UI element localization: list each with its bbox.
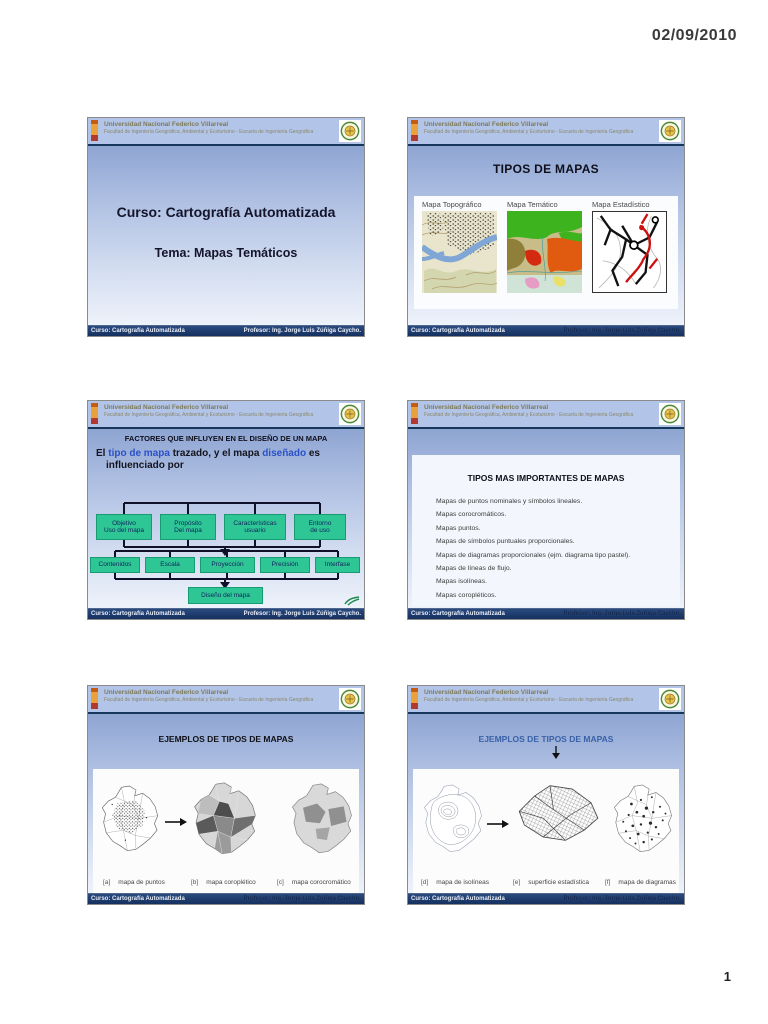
slide-title-card <box>87 117 365 337</box>
university-name: Universidad Nacional Federico Villarreal <box>424 121 549 128</box>
university-name: Universidad Nacional Federico Villarreal <box>424 404 549 411</box>
footer-course: Curso: Cartografía Automatizada <box>411 611 505 617</box>
statistical-map-figure <box>592 200 667 293</box>
statistical-map-image <box>592 211 667 293</box>
university-seal-icon <box>339 403 361 425</box>
flow-box-entorno: Entorno de uso <box>294 514 346 540</box>
arrow-right-icon <box>165 817 187 827</box>
page-number: 1 <box>723 969 731 984</box>
faculty-line: Facultad de Ingeniería Geográfica, Ambiental y Ecoturismo - Escuela de Ingeniería Geográfica <box>104 697 314 703</box>
faculty-line: Facultad de Ingeniería Geográfica, Ambiental y Ecoturismo - Escuela de Ingeniería Geográfica <box>104 129 314 135</box>
list-item: Mapas de diagramas proporcionales (ejm. diagrama tipo pastel). <box>436 551 631 559</box>
figure-label: Mapa Temático <box>507 200 558 209</box>
topographic-map-figure <box>422 200 497 293</box>
flow-box-contenidos: Contenidos <box>90 557 140 573</box>
maps-panel <box>413 769 679 893</box>
flow-box-interfase: Interfase <box>315 557 360 573</box>
footer-professor: Profesor: Ing. Jorge Luis Zúñiga Caycho. <box>243 328 361 334</box>
slide-footer <box>88 608 364 619</box>
slide-title: EJEMPLOS DE TIPOS DE MAPAS <box>478 734 614 744</box>
footer-professor: Profesor: Ing. Jorge Luis Zúñiga Caycho. <box>563 328 681 334</box>
faculty-line: Facultad de Ingeniería Geográfica, Ambiental y Ecoturismo - Escuela de Ingeniería Geográfica <box>424 129 634 135</box>
slide-header <box>88 118 364 146</box>
footer-professor: Profesor: Ing. Jorge Luis Zúñiga Caycho. <box>243 896 361 902</box>
list-item: Mapas coropléticos. <box>436 591 497 599</box>
figure-caption: [f] mapa de diagramas <box>605 879 676 886</box>
university-badge-icon <box>91 120 98 141</box>
images-panel <box>414 196 678 309</box>
flow-box-caracteristicas: Características usuario <box>224 514 286 540</box>
flow-box-proposito: Propósito Del mapa <box>160 514 216 540</box>
university-seal-icon <box>339 120 361 142</box>
university-badge-icon <box>91 688 98 709</box>
list-item: Mapas corocromáticos. <box>436 511 507 519</box>
university-name: Universidad Nacional Federico Villarreal <box>104 689 229 696</box>
footer-professor: Profesor: Ing. Jorge Luis Zúñiga Caycho. <box>243 611 361 617</box>
slide-footer <box>88 325 364 336</box>
flowchart <box>88 429 364 608</box>
footer-course: Curso: Cartografía Automatizada <box>411 896 505 902</box>
page-date: 02/09/2010 <box>651 27 737 44</box>
slide-body <box>408 714 684 893</box>
flow-box-precision: Precisión <box>260 557 310 573</box>
faculty-line: Facultad de Ingeniería Geográfica, Ambiental y Ecoturismo - Escuela de Ingeniería Geográfica <box>104 412 314 418</box>
slide-header <box>408 118 684 146</box>
topic-title: Tema: Mapas Temáticos <box>154 246 298 260</box>
university-seal-icon <box>659 688 681 710</box>
slide-ejemplos-2 <box>407 685 685 905</box>
map-types-list <box>436 495 684 602</box>
flow-box-escala: Escala <box>145 557 195 573</box>
figure-caption: [e] superficie estadística <box>513 879 589 886</box>
topographic-map-image <box>422 211 497 293</box>
diagram-map-image <box>611 774 675 864</box>
slide-header <box>88 686 364 714</box>
university-badge-icon <box>411 688 418 709</box>
slide-footer <box>408 893 684 904</box>
university-seal-icon <box>339 688 361 710</box>
slide-header <box>408 401 684 429</box>
slide-title: FACTORES QUE INFLUYEN EN EL DISEÑO DE UN MAPA <box>124 434 328 443</box>
course-title: Curso: Cartografía Automatizada <box>116 204 336 220</box>
slide-body <box>88 429 364 608</box>
figure-caption: [a] mapa de puntos <box>103 879 165 886</box>
figure-caption: [b] mapa coroplético <box>191 879 256 886</box>
slide-footer <box>408 325 684 336</box>
university-badge-icon <box>91 403 98 424</box>
slide-header <box>408 686 684 714</box>
arrow-down-icon <box>551 746 561 760</box>
footer-professor: Profesor: Ing. Jorge Luis Zúñiga Caycho. <box>563 611 681 617</box>
slide-body <box>408 429 684 608</box>
footer-course: Curso: Cartografía Automatizada <box>91 328 185 334</box>
thematic-map-figure <box>507 200 582 293</box>
university-badge-icon <box>411 403 418 424</box>
footer-course: Curso: Cartografía Automatizada <box>411 328 505 334</box>
faculty-line: Facultad de Ingeniería Geográfica, Ambiental y Ecoturismo - Escuela de Ingeniería Geográfica <box>424 412 634 418</box>
statistical-surface-image <box>509 779 603 859</box>
slide-footer <box>408 608 684 619</box>
figure-caption: [d] mapa de isolíneas <box>421 879 489 886</box>
faculty-line: Facultad de Ingeniería Geográfica, Ambiental y Ecoturismo - Escuela de Ingeniería Geográfica <box>424 697 634 703</box>
slide-body <box>88 146 364 325</box>
figure-label: Mapa Estadístico <box>592 200 650 209</box>
list-item: Mapas de líneas de flujo. <box>436 565 512 573</box>
green-swoosh-icon <box>344 596 360 606</box>
university-name: Universidad Nacional Federico Villarreal <box>104 121 229 128</box>
slide-title: TIPOS MAS IMPORTANTES DE MAPAS <box>467 473 625 483</box>
isoline-map-image <box>421 774 485 864</box>
slide-body <box>88 714 364 893</box>
footer-course: Curso: Cartografía Automatizada <box>91 611 185 617</box>
intro-text: El tipo de mapa trazado, y el mapa diseñado es influenciado por <box>96 448 320 471</box>
university-seal-icon <box>659 403 681 425</box>
slide-footer <box>88 893 364 904</box>
choropleth-map-image <box>191 772 259 866</box>
slide-ejemplos-1 <box>87 685 365 905</box>
list-item: Mapas de puntos nominales y símbolos lineales. <box>436 498 583 505</box>
list-item: Mapas isolíneas. <box>436 578 488 586</box>
university-badge-icon <box>411 120 418 141</box>
arrow-right-icon <box>487 819 509 829</box>
flow-box-diseno-del-mapa: Diseño del mapa <box>188 587 263 604</box>
footer-course: Curso: Cartografía Automatizada <box>91 896 185 902</box>
list-item: Mapas de símbolos puntuales proporcionales. <box>436 538 575 546</box>
slide-title: TIPOS DE MAPAS <box>493 162 599 176</box>
figure-label: Mapa Topográfico <box>422 200 482 209</box>
slide-body <box>408 146 684 325</box>
figure-caption: [c] mapa corocromático <box>277 879 351 886</box>
flow-box-proyeccion: Proyección <box>200 557 255 573</box>
university-seal-icon <box>659 120 681 142</box>
list-item: Mapas puntos. <box>436 524 481 532</box>
dot-map-image <box>99 774 161 864</box>
slide-factores-diseno <box>87 400 365 620</box>
slide-header <box>88 401 364 429</box>
chorochromatic-map-image <box>289 774 355 864</box>
university-name: Universidad Nacional Federico Villarreal <box>104 404 229 411</box>
university-name: Universidad Nacional Federico Villarreal <box>424 689 549 696</box>
thematic-map-image <box>507 211 582 293</box>
slide-tipos-importantes <box>407 400 685 620</box>
footer-professor: Profesor: Ing. Jorge Luis Zúñiga Caycho. <box>563 896 681 902</box>
flow-box-objetivo: Objetivo Uso del mapa <box>96 514 152 540</box>
slide-title: EJEMPLOS DE TIPOS DE MAPAS <box>158 734 294 744</box>
slide-tipos-de-mapas <box>407 117 685 337</box>
maps-panel <box>93 769 359 893</box>
